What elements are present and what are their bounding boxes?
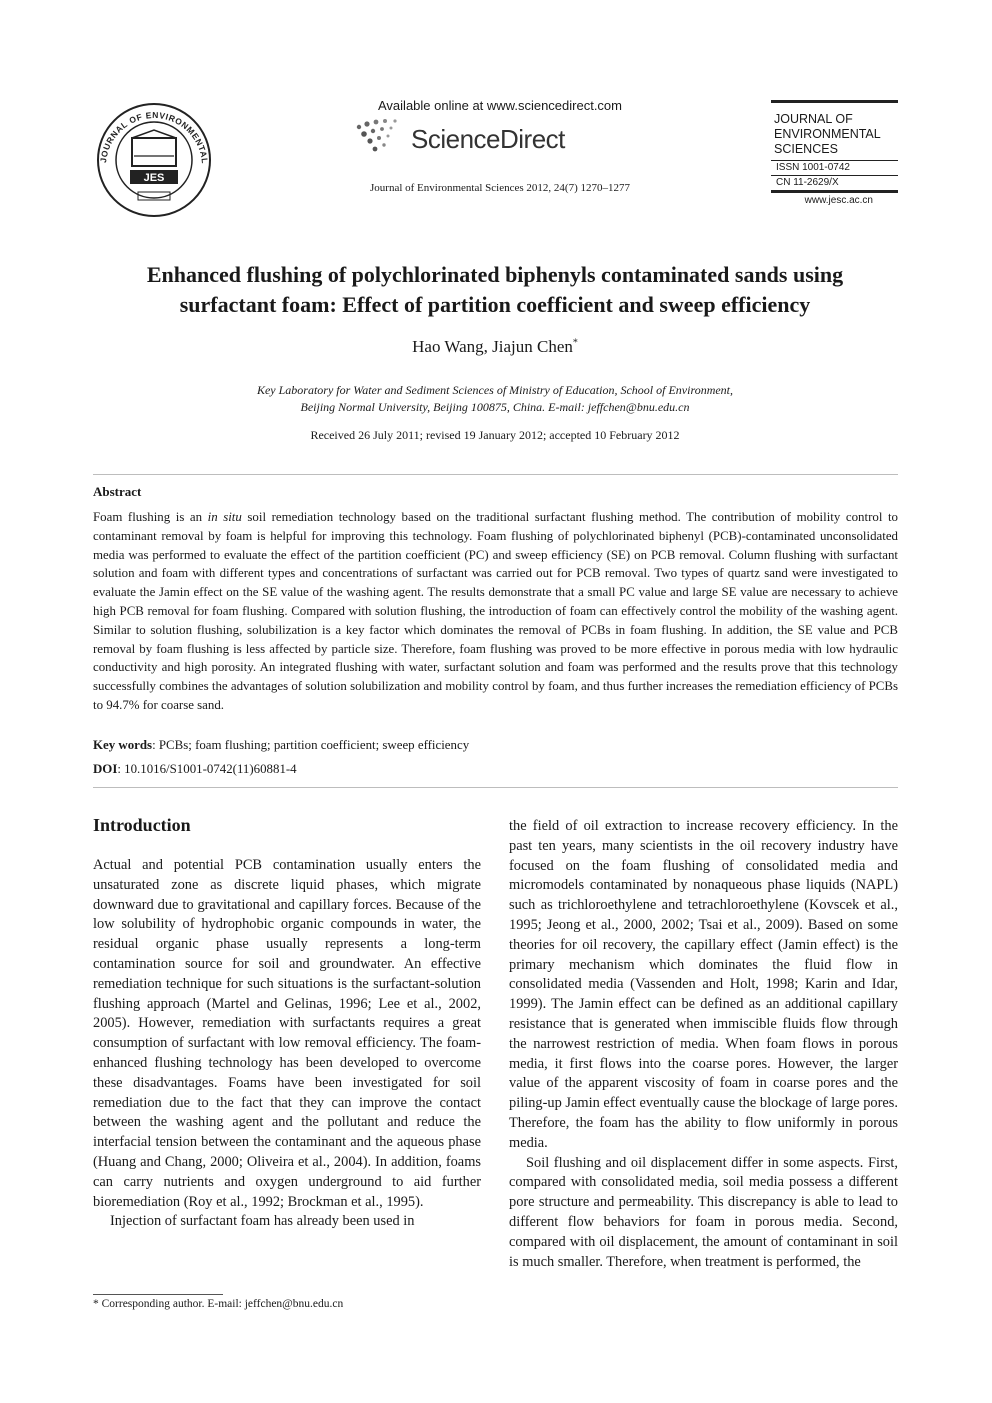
doi bbox=[93, 762, 898, 777]
article-dates: Received 26 July 2011; revised 19 January 2012; accepted 10 February 2012 bbox=[310, 428, 680, 442]
abstract-italic: in situ bbox=[207, 510, 242, 524]
footnote-corresponding-author: * Corresponding author. E-mail: jeffchen@bnu.edu.cn bbox=[93, 1298, 344, 1310]
keywords-value: : PCBs; foam flushing; partition coefficient; sweep efficiency bbox=[152, 738, 470, 752]
doi-label: DOI bbox=[93, 762, 118, 776]
journal-name bbox=[771, 103, 898, 160]
title-line: Enhanced flushing of polychlorinated biphenyls contaminated sands using bbox=[146, 262, 844, 287]
paragraph: Injection of surfactant foam has already been used in bbox=[110, 1213, 415, 1230]
journal-name-line: SCIENCES bbox=[774, 142, 838, 156]
journal-info-box bbox=[771, 100, 898, 206]
affiliation bbox=[92, 382, 898, 416]
seal-abbrev: JES bbox=[143, 172, 165, 184]
divider bbox=[93, 474, 898, 475]
author-list bbox=[92, 337, 898, 357]
journal-name-line: ENVIRONMENTAL bbox=[774, 127, 881, 141]
journal-seal-logo bbox=[92, 100, 222, 220]
journal-name-line: JOURNAL OF bbox=[774, 112, 853, 126]
abstract-heading: Abstract bbox=[93, 484, 142, 499]
abstract-lead: Foam flushing is an bbox=[93, 510, 208, 524]
abstract-text bbox=[93, 508, 898, 715]
left-column bbox=[93, 856, 481, 1232]
cn-number: CN 11-2629/X bbox=[776, 177, 839, 188]
available-online-text: Available online at www.sciencedirect.com bbox=[378, 98, 622, 113]
corresponding-mark: * bbox=[572, 337, 578, 349]
divider bbox=[93, 787, 898, 788]
footnote-rule bbox=[93, 1294, 223, 1295]
doi-value[interactable]: : 10.1016/S1001-0742(11)60881-4 bbox=[117, 762, 297, 776]
right-column bbox=[509, 817, 898, 1272]
authors-text: Hao Wang, Jiajun Chen bbox=[412, 337, 573, 356]
affiliation-line: Key Laboratory for Water and Sediment Sciences of Ministry of Education, School of Environment, bbox=[256, 383, 734, 397]
journal-website-link[interactable]: www.jesc.ac.cn bbox=[804, 195, 873, 206]
title-line: surfactant foam: Effect of partition coefficient and sweep efficiency bbox=[179, 292, 811, 317]
journal-citation: Journal of Environmental Sciences 2012, 24(7) 1270–1277 bbox=[370, 182, 630, 194]
paragraph: the field of oil extraction to increase recovery efficiency. In the past ten years, many scientists in the oil recovery industry have focused on the foam flushing of consolidated media and micromodels contaminated by nonaqueous phase liquids (NAPL) such as trichloroethylene and tetrachloroethylene (Kovscek et al., 1995; Jeong et al., 2000, 2002; Tsai et al., 2009). Based on some theories for oil recovery, the capillary effect (Jamin effect) is the primary mechanism which dominates the fluid flow in consolidated media (Vassenden and Holt, 1998; Karin and Idar, 1999). The Jamin effect can be defined as an additional capillary resistance that is generated when immiscible fluids flow through the narrowest restriction of media. When foam flows in porous media, it first flows into the coarse pores. However, the larger value of the apparent viscosity of foam in coarse pores and the piling-up Jamin effect eventually cause the blockage of large pores. Therefore, the foam has the ability to flow uniformly in porous media. bbox=[509, 818, 898, 1151]
affiliation-line: Beijing Normal University, Beijing 100875, China. E-mail: jeffchen@bnu.edu.cn bbox=[300, 400, 690, 414]
sciencedirect-wordmark: ScienceDirect bbox=[411, 124, 565, 154]
article-title bbox=[92, 260, 898, 320]
issn: ISSN 1001-0742 bbox=[776, 162, 850, 173]
keywords-label: Key words bbox=[93, 738, 153, 752]
paragraph: Soil flushing and oil displacement differ in some aspects. First, compared with consolidated media, soil media possess a different pore structure and permeability. This discrepancy is able to lead to different flow behaviors for foam in porous media. Second, compared with oil displacement, the amount of contaminant in soil is much smaller. Therefore, when treatment is performed, the bbox=[509, 1154, 898, 1270]
sciencedirect-dots-icon bbox=[355, 118, 407, 156]
keywords bbox=[93, 738, 898, 753]
paragraph: Actual and potential PCB contamination usually enters the unsaturated zone as discrete liquid phases, which migrate downward due to gravitational and capillary forces. Because of the low solubility of hydrophobic organic compounds in water, the residual organic phase usually represents a long-term contamination source for soil and groundwater. An effective remediation technique for such situations is the surfactant-solution flushing approach (Martel and Gelinas, 1996; Lee et al., 2002, 2005). However, remediation with surfactants requires a great consumption of surfactant with low removal efficiency. The foam-enhanced flushing technology has been developed to overcome these disadvantages. Foams have been investigated for soil remediation due to the fact that they can improve the contact between the washing agent and the pollutant and reduce the interfacial tension between the contaminant and the aqueous phase (Huang and Chang, 2000; Oliveira et al., 2004). In addition, foams can carry nutrients and oxygen underground to aid further bioremediation (Roy et al., 1992; Brockman et al., 1995). bbox=[93, 857, 481, 1210]
abstract-rest: soil remediation technology based on the traditional surfactant flushing method. The contribution of mobility control to contaminant removal by foam is helpful for improving this technology. Foam flushing of polychlorinated biphenyl (PCB)-contaminated unconsolidated media was performed to evaluate the effect of the partition coefficient (PC) and sweep efficiency (SE) on PCB removal. Column flushing with surfactant solution and foam with different types and concentrations of surfactant was carried out for PCB removal. Two types of quartz sand were investigated to evaluate the Jamin effect on the SE value of the washing agent. The results demonstrate that a small PC value and large SE value are necessary to achieve high PCB removal for foam flushing. Compared with solution flushing, the introduction of foam can effectively control the mobility of the washing agent. Similar to solution flushing, solubilization is a key factor which dominates the removal of PCBs in foam flushing. In addition, the SE value and PCB removal by foam flushing is less affected by particle size. Therefore, foam flushing was proved to be more effective in porous media with low hydraulic conductivity and high porosity. An integrated flushing with water, surfactant solution and foam was performed and the results prove that this technology successfully combines the advantages of solution solubilization and mobility control by foam, and thus further increases the remediation efficiency of PCBs to 94.7% for coarse sand. bbox=[93, 510, 898, 712]
sciencedirect-logo[interactable] bbox=[355, 118, 595, 158]
seal-ring-text: JOURNAL OF ENVIRONMENTAL bbox=[98, 109, 210, 165]
section-heading-introduction: Introduction bbox=[93, 815, 191, 835]
